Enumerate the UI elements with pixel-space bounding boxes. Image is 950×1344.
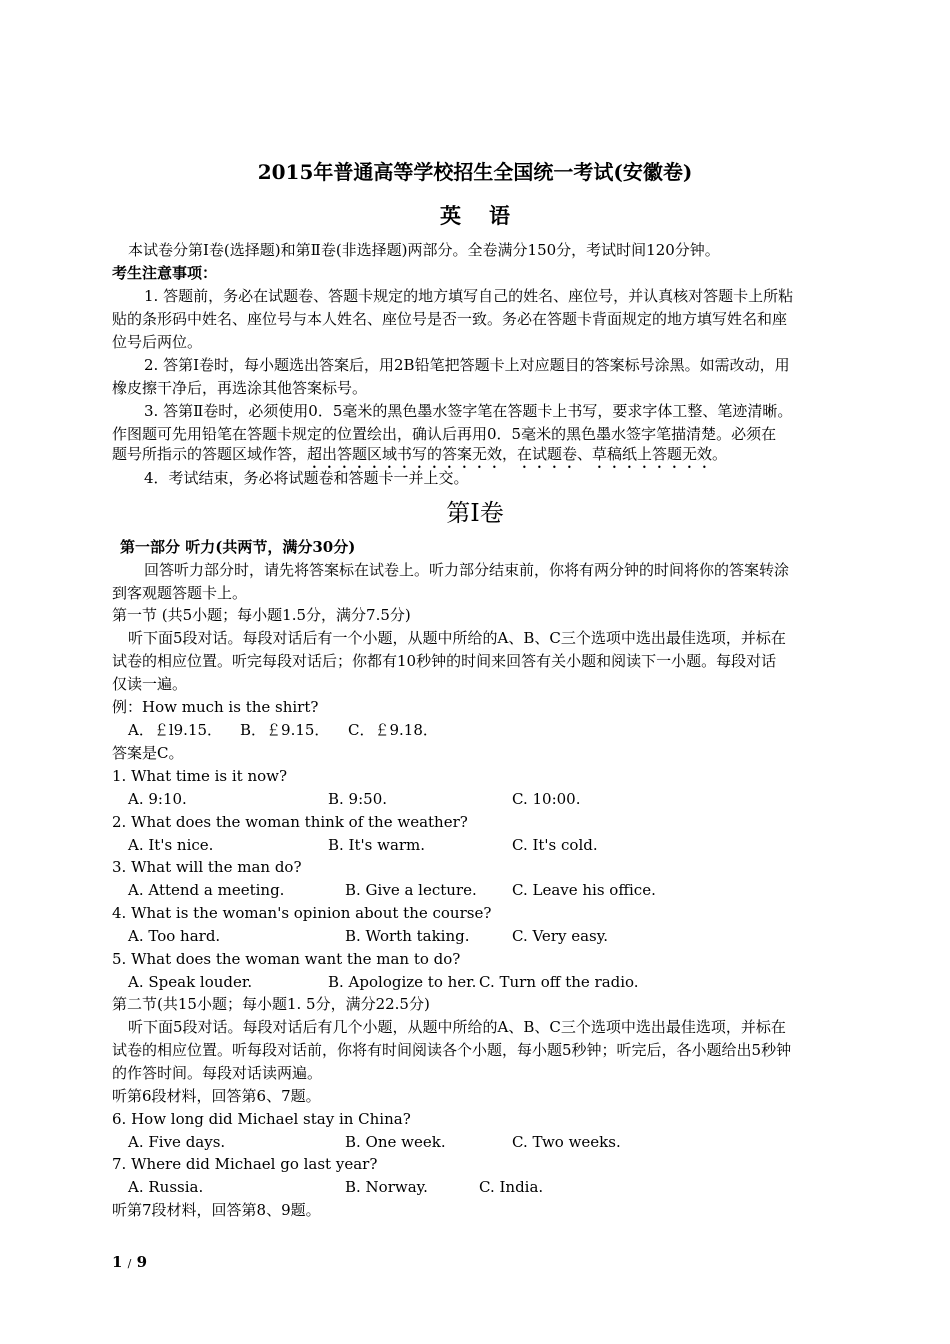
material-7-heading: 听第7段材料，回答第8、9题。 bbox=[112, 1201, 321, 1219]
q4-option-a: A. Too hard. bbox=[128, 927, 221, 945]
part1-intro-line-1: 回答听力部分时，请先将答案标在试卷上。听力部分结束前，你将有两分钟的时间将你的答案转涂 bbox=[144, 561, 790, 579]
notice-2-line-1: 2. 答第Ⅰ卷时，每小题选出答案后，用2B铅笔把答题卡上对应题目的答案标号涂黑。如需改动，用 bbox=[144, 356, 790, 374]
section2-instr-line-3: 的作答时间。每段对话读两遍。 bbox=[112, 1064, 323, 1082]
section1-heading: 第一节 (共5小题；每小题1.5分，满分7.5分) bbox=[112, 606, 411, 624]
section1-instr-line-3: 仅读一遍。 bbox=[112, 675, 188, 693]
q3-option-b: B. Give a lecture. bbox=[345, 881, 477, 899]
notice-1-line-2: 贴的条形码中姓名、座位号与本人姓名、座位号是否一致。务必在答题卡背面规定的地方填写姓名和座 bbox=[112, 310, 788, 328]
example-answer: 答案是C。 bbox=[112, 744, 184, 762]
section2-instr-line-1: 听下面5段对话。每段对话后有几个小题，从题中所给的A、B、C三个选项中选出最佳选项，并标在 bbox=[128, 1018, 786, 1036]
q4-option-b: B. Worth taking. bbox=[345, 927, 470, 945]
q5-option-c: C. Turn off the radio. bbox=[479, 973, 639, 991]
page-current: 1 bbox=[112, 1253, 123, 1271]
q5-option-a: A. Speak louder. bbox=[128, 973, 253, 991]
example-question: 例：How much is the shirt? bbox=[112, 698, 319, 716]
notice-1-line-3: 位号后两位。 bbox=[112, 333, 203, 351]
q1-option-b: B. 9:50. bbox=[328, 790, 388, 808]
q3-option-c: C. Leave his office. bbox=[512, 881, 656, 899]
subject-char-1: 英 bbox=[440, 203, 461, 228]
q4-option-c: C. Very easy. bbox=[512, 927, 608, 945]
page-number bbox=[112, 1253, 147, 1271]
notice-3-line-3-end: 。 bbox=[712, 445, 728, 463]
q2-option-c: C. It's cold. bbox=[512, 836, 598, 854]
question-5: 5. What does the woman want the man to do? bbox=[112, 950, 461, 968]
q1-option-a: A. 9:10. bbox=[128, 790, 187, 808]
q2-option-a: A. It's nice. bbox=[128, 836, 214, 854]
q2-option-b: B. It's warm. bbox=[328, 836, 426, 854]
q6-option-a: A. Five days. bbox=[128, 1133, 226, 1151]
question-2: 2. What does the woman think of the weather? bbox=[112, 813, 468, 831]
notice-heading: 考生注意事项： bbox=[112, 264, 218, 282]
emphasized-warning: 超出答题区域书写的答案无效，在试题卷、草稿纸上答题无效 bbox=[307, 445, 713, 463]
example-option-c: C．￡9.18． bbox=[348, 721, 438, 739]
question-6: 6. How long did Michael stay in China? bbox=[112, 1110, 411, 1128]
notice-2-line-2: 橡皮擦干净后，再选涂其他答案标号。 bbox=[112, 379, 368, 397]
page-separator: / bbox=[127, 1257, 132, 1270]
example-option-a: A．￡l9.15． bbox=[128, 721, 223, 739]
example-option-b: B．￡9.15． bbox=[240, 721, 330, 739]
notice-1-line-1: 1. 答题前，务必在试题卷、答题卡规定的地方填写自己的姓名、座位号，并认真核对答题卡上所粘 bbox=[144, 287, 794, 305]
material-6-heading: 听第6段材料，回答第6、7题。 bbox=[112, 1087, 321, 1105]
volume-title: 第Ⅰ卷 bbox=[446, 499, 504, 527]
q5-option-b: B. Apologize to her. bbox=[328, 973, 477, 991]
section2-heading: 第二节(共15小题；每小题1. 5分，满分22.5分) bbox=[112, 995, 430, 1013]
section1-instr-line-1: 听下面5段对话。每段对话后有一个小题，从题中所给的A、B、C三个选项中选出最佳选项，并标在 bbox=[128, 629, 786, 647]
subject-title bbox=[0, 202, 950, 230]
question-1: 1. What time is it now? bbox=[112, 767, 288, 785]
notice-3-line-1: 3. 答第Ⅱ卷时，必须使用0．5毫米的黑色墨水签字笔在答题卡上书写，要求字体工整、笔迹清晰。 bbox=[144, 402, 793, 420]
notice-4: 4．考试结束，务必将试题卷和答题卡一并上交。 bbox=[144, 469, 469, 487]
part1-heading: 第一部分 听力(共两节，满分30分) bbox=[120, 538, 356, 556]
q7-option-b: B. Norway. bbox=[345, 1178, 428, 1196]
exam-title: 2015年普通高等学校招生全国统一考试(安徽卷) bbox=[257, 160, 693, 184]
q6-option-b: B. One week. bbox=[345, 1133, 446, 1151]
intro-text: 本试卷分第Ⅰ卷(选择题)和第Ⅱ卷(非选择题)两部分。全卷满分150分，考试时间120分钟。 bbox=[128, 241, 720, 259]
q7-option-a: A. Russia. bbox=[128, 1178, 204, 1196]
question-4: 4. What is the woman's opinion about the course? bbox=[112, 904, 492, 922]
q7-option-c: C. India. bbox=[479, 1178, 544, 1196]
q6-option-c: C. Two weeks. bbox=[512, 1133, 621, 1151]
question-7: 7. Where did Michael go last year? bbox=[112, 1155, 378, 1173]
section2-instr-line-2: 试卷的相应位置。听每段对话前，你将有时间阅读各个小题，每小题5秒钟；听完后，各小题给出5秒钟 bbox=[112, 1041, 792, 1059]
part1-intro-line-2: 到客观题答题卡上。 bbox=[112, 584, 248, 602]
q3-option-a: A. Attend a meeting. bbox=[128, 881, 285, 899]
q1-option-c: C. 10:00. bbox=[512, 790, 581, 808]
notice-3-line-3-start: 题号所指示的答题区域作答， bbox=[112, 445, 308, 463]
section1-instr-line-2: 试卷的相应位置。听完每段对话后；你都有10秒钟的时间来回答有关小题和阅读下一小题。每段对话 bbox=[112, 652, 777, 670]
question-3: 3. What will the man do? bbox=[112, 858, 302, 876]
subject-char-2: 语 bbox=[489, 203, 510, 228]
notice-3-line-2: 作图题可先用铅笔在答题卡规定的位置绘出，确认后再用0．5毫米的黑色墨水签字笔描清楚。必须在 bbox=[112, 425, 777, 443]
page-total: 9 bbox=[136, 1253, 148, 1271]
